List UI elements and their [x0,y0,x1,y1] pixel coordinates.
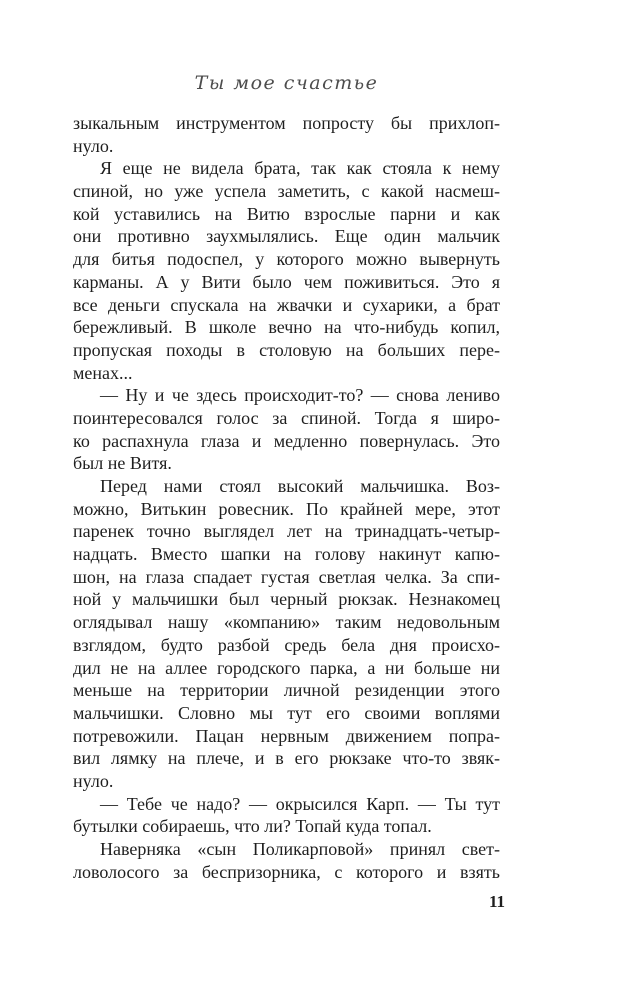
text-line: меньше на территории личной резиденции этого [73,680,500,701]
text-line: ко распахнула глаза и медленно повернулась. Это [73,430,500,451]
text-line: бутылки собираешь, что ли? Топай куда топал. [73,816,432,837]
text-line: взглядом, будто разбой средь бела дня происхо- [73,634,500,655]
text-line: спиной, но уже успела заметить, с какой насмеш- [73,181,500,202]
text-line: шон, на глаза спадает густая светлая челка. За спи- [73,566,500,587]
text-line: потревожили. Пацан нервным движением попра- [73,725,500,746]
text-line: — Ну и че здесь происходит-то? — снова лениво [100,385,500,406]
text-line: ловолосого за беспризорника, с которого и взять [73,861,500,882]
text-line: поинтересовался голос за спиной. Тогда я широ- [73,407,500,428]
running-header: Ты мое счастье [194,72,379,94]
text-line: нуло. [73,770,114,791]
text-line: зыкальным инструментом попросту бы прихлоп- [73,113,500,133]
text-line: можно, Витькин ровесник. По крайней мере, этот [73,498,500,519]
text-line: паренек точно выглядел лет на тринадцать-четыр- [73,521,500,542]
text-line: нуло. [73,135,114,156]
text-line: для битья подоспел, у которого можно вывернуть [73,249,500,270]
text-line: менах... [73,362,133,383]
text-column [73,112,500,883]
text-line: вил лямку на плече, и в его рюкзаке что-то звяк- [73,748,500,769]
text-line: — Тебе че надо? — окрысился Карп. — Ты тут [100,793,500,814]
text-line: они противно заухмылялись. Еще один мальчик [73,226,500,247]
text-line: был не Витя. [73,453,172,474]
text-line: дил не на аллее городского парка, а ни больше ни [73,657,500,678]
text-line: кой уставились на Витю взрослые парни и как [73,203,500,224]
text-line: все деньги спускала на жвачки и сухарики, а брат [73,294,500,315]
text-line: бережливый. В школе вечно на что-нибудь копил, [73,317,500,338]
text-line: Перед нами стоял высокий мальчишка. Воз- [100,476,500,496]
text-line: карманы. А у Вити было чем поживиться. Это я [73,271,500,292]
text-line: Наверняка «сын Поликарповой» принял свет- [100,839,500,859]
page-number: 11 [488,892,505,911]
text-line: ной у мальчишки был черный рюкзак. Незнакомец [73,589,500,610]
text-line: Я еще не видела брата, так как стояла к нему [100,158,500,179]
text-line: оглядывал нашу «компанию» таким недовольным [73,612,500,633]
text-line: пропуская походы в столовую на больших пере- [73,339,500,360]
text-line: мальчишки. Словно мы тут его своими воплями [73,702,500,723]
text-line: надцать. Вместо шапки на голову накинут капю- [73,544,500,565]
